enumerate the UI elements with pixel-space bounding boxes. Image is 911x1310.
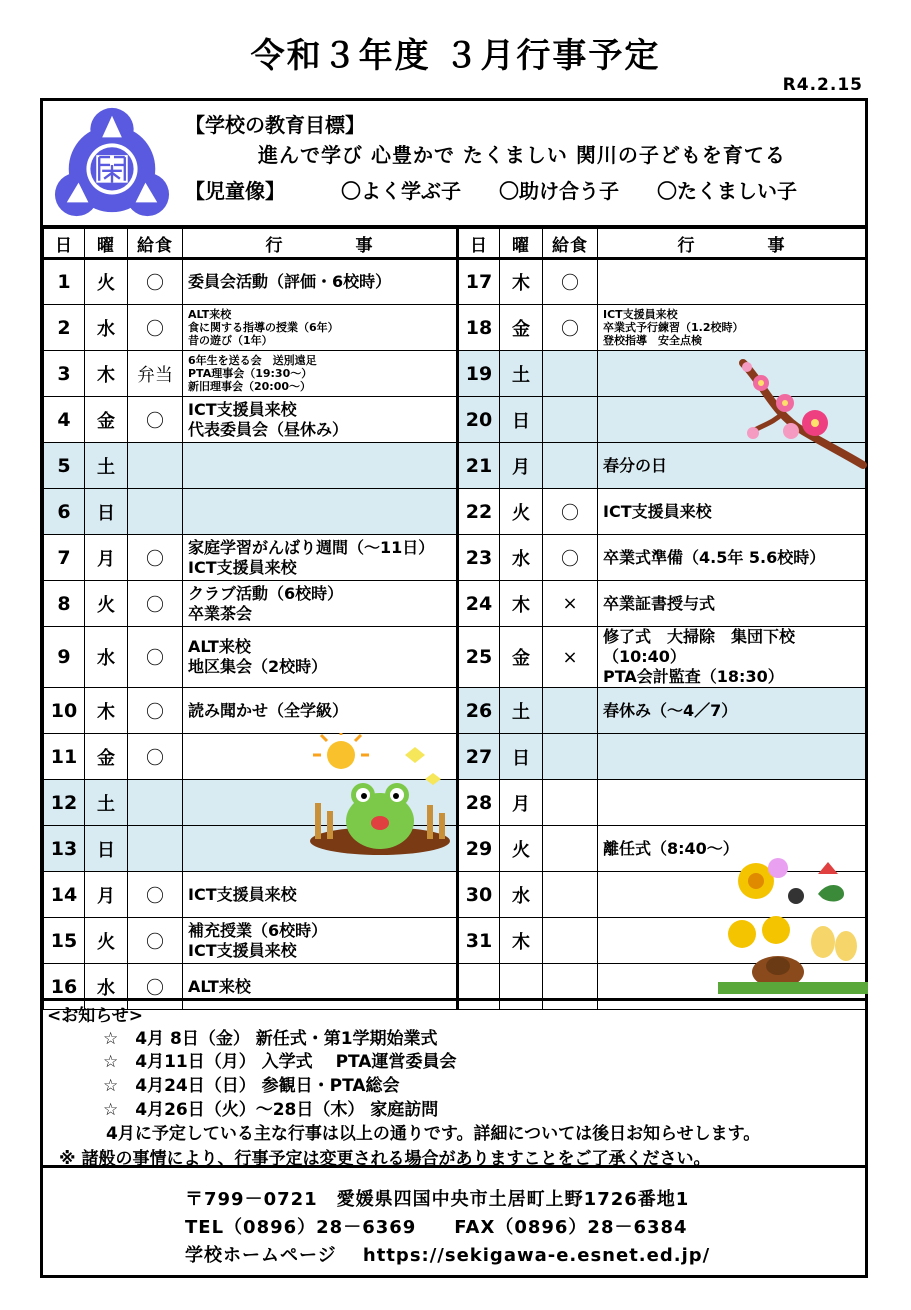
weekday-cell: 月 [85, 872, 128, 918]
notice-item: ☆ 4月26日（火）～28日（木） 家庭訪問 [103, 1100, 439, 1120]
table-row [44, 259, 866, 305]
table-row [44, 581, 866, 627]
table-row [44, 688, 866, 734]
day-cell: 30 [458, 872, 500, 918]
event-cell: ICT支援員来校 [598, 489, 866, 535]
day-cell: 17 [458, 259, 500, 305]
weekday-cell: 月 [500, 443, 543, 489]
spring-flowers-illustration-icon [718, 856, 868, 996]
notice-heading: <お知らせ> [47, 1006, 143, 1026]
day-cell: 8 [44, 581, 85, 627]
header-block [43, 101, 865, 228]
lunch-cell [543, 734, 598, 780]
day-cell: 16 [44, 964, 85, 1010]
weekday-cell: 木 [500, 918, 543, 964]
day-cell: 10 [44, 688, 85, 734]
lunch-cell [543, 780, 598, 826]
col-lunch: 給食 [543, 229, 598, 259]
day-cell: 15 [44, 918, 85, 964]
event-cell: 読み聞かせ（全学級） [183, 688, 458, 734]
lunch-cell: 〇 [543, 489, 598, 535]
col-event: 行 事 [598, 229, 866, 259]
day-cell: 26 [458, 688, 500, 734]
weekday-cell: 火 [85, 581, 128, 627]
weekday-cell: 水 [85, 627, 128, 688]
school-logo-icon [53, 107, 171, 219]
day-cell: 2 [44, 305, 85, 351]
schedule-frame [40, 98, 868, 1278]
day-cell: 12 [44, 780, 85, 826]
goal-text: 進んで学び 心豊かで たくましい 関川の子どもを育てる [258, 143, 786, 167]
weekday-cell: 日 [500, 734, 543, 780]
footer-block [43, 1171, 865, 1275]
weekday-cell: 日 [500, 397, 543, 443]
lunch-cell [128, 489, 183, 535]
lunch-cell [543, 688, 598, 734]
notice-followup: 4月に予定している主な行事は以上の通りです。詳細については後日お知らせします。 [106, 1124, 761, 1144]
weekday-cell: 火 [85, 259, 128, 305]
lunch-cell: 〇 [543, 305, 598, 351]
ideal-child [185, 175, 835, 204]
event-cell [598, 734, 866, 780]
lunch-cell: 〇 [128, 259, 183, 305]
weekday-cell: 木 [85, 688, 128, 734]
issue-date: R4.2.15 [782, 75, 863, 95]
event-cell: 委員会活動（評価・6校時） [183, 259, 458, 305]
lunch-cell: 〇 [128, 535, 183, 581]
table-header-row [44, 229, 866, 259]
lunch-cell: 〇 [128, 964, 183, 1010]
event-cell: 家庭学習がんばり週間（～11日） ICT支援員来校 [183, 535, 458, 581]
notice-caution: ※ 諸般の事情により、行事予定は変更される場合がありますことをご了承ください。 [59, 1149, 711, 1169]
event-cell: ICT支援員来校 卒業式予行練習（1.2校時） 登校指導 安全点検 [598, 305, 866, 351]
day-cell: 1 [44, 259, 85, 305]
weekday-cell: 木 [85, 351, 128, 397]
col-weekday: 曜 [500, 229, 543, 259]
lunch-cell: 〇 [128, 734, 183, 780]
weekday-cell: 金 [500, 305, 543, 351]
weekday-cell: 木 [500, 259, 543, 305]
weekday-cell: 月 [500, 780, 543, 826]
lunch-cell [543, 872, 598, 918]
event-cell: 6年生を送る会 送別遠足 PTA理事会（19:30～） 新旧理事会（20:00～） [183, 351, 458, 397]
weekday-cell: 金 [85, 734, 128, 780]
page-title: 令和３年度 ３月行事予定 [250, 36, 661, 76]
day-cell: 14 [44, 872, 85, 918]
lunch-cell: 〇 [128, 918, 183, 964]
weekday-cell: 金 [85, 397, 128, 443]
frog-sun-illustration-icon [305, 733, 455, 858]
col-day: 日 [44, 229, 85, 259]
notice-item: ☆ 4月24日（日） 参観日・PTA総会 [103, 1076, 400, 1096]
day-cell: 7 [44, 535, 85, 581]
lunch-cell: × [543, 627, 598, 688]
event-cell: 卒業式準備（4.5年 5.6校時） [598, 535, 866, 581]
event-cell: ALT来校 食に関する指導の授業（6年） 昔の遊び（1年） [183, 305, 458, 351]
weekday-cell: 火 [500, 489, 543, 535]
notice-item: ☆ 4月11日（月） 入学式 PTA運営委員会 [103, 1052, 457, 1072]
event-cell: ICT支援員来校 代表委員会（昼休み） [183, 397, 458, 443]
goal-title: 【学校の教育目標】 [185, 113, 365, 137]
day-cell: 31 [458, 918, 500, 964]
weekday-cell: 土 [85, 443, 128, 489]
event-cell: クラブ活動（6校時） 卒業茶会 [183, 581, 458, 627]
event-cell: ALT来校 [183, 964, 458, 1010]
event-cell: 春分の日 [598, 443, 866, 489]
weekday-cell: 土 [85, 780, 128, 826]
ideal-label: 【児童像】 [185, 179, 285, 203]
lunch-cell: 〇 [543, 259, 598, 305]
weekday-cell: 火 [500, 826, 543, 872]
col-event: 行 事 [183, 229, 458, 259]
weekday-cell: 日 [85, 826, 128, 872]
event-cell: 修了式 大掃除 集団下校（10:40） PTA会計監査（18:30） [598, 627, 866, 688]
weekday-cell: 水 [85, 305, 128, 351]
lunch-cell: 〇 [128, 872, 183, 918]
lunch-cell: 〇 [128, 581, 183, 627]
event-cell: 卒業証書授与式 [598, 581, 866, 627]
day-cell: 6 [44, 489, 85, 535]
notice-item: ☆ 4月 8日（金） 新任式・第1学期始業式 [103, 1029, 438, 1049]
day-cell: 24 [458, 581, 500, 627]
lunch-cell [543, 397, 598, 443]
table-row [44, 627, 866, 688]
school-homepage[interactable]: 学校ホームページ https://sekigawa-e.esnet.ed.jp/ [185, 1245, 711, 1266]
weekday-cell: 水 [85, 964, 128, 1010]
weekday-cell: 土 [500, 688, 543, 734]
day-cell: 3 [44, 351, 85, 397]
lunch-cell [543, 443, 598, 489]
weekday-cell: 木 [500, 581, 543, 627]
day-cell: 29 [458, 826, 500, 872]
weekday-cell: 火 [85, 918, 128, 964]
day-cell: 22 [458, 489, 500, 535]
event-cell: 補充授業（6校時） ICT支援員来校 [183, 918, 458, 964]
weekday-cell: 日 [85, 489, 128, 535]
ideal-item: 〇よく学ぶ子 [341, 179, 461, 203]
lunch-cell [543, 918, 598, 964]
table-row [44, 305, 866, 351]
event-cell: ICT支援員来校 [183, 872, 458, 918]
day-cell: 11 [44, 734, 85, 780]
lunch-cell: 弁当 [128, 351, 183, 397]
lunch-cell [543, 351, 598, 397]
day-cell: 25 [458, 627, 500, 688]
event-cell: ALT来校 地区集会（2校時） [183, 627, 458, 688]
ideal-item: 〇助け合う子 [499, 179, 619, 203]
lunch-cell [128, 780, 183, 826]
lunch-cell: 〇 [128, 305, 183, 351]
event-cell: 離任式（8:40～） [598, 826, 866, 872]
day-cell: 9 [44, 627, 85, 688]
col-lunch: 給食 [128, 229, 183, 259]
day-cell: 5 [44, 443, 85, 489]
day-cell: 4 [44, 397, 85, 443]
day-cell: 27 [458, 734, 500, 780]
day-cell: 18 [458, 305, 500, 351]
weekday-cell: 土 [500, 351, 543, 397]
event-cell [598, 259, 866, 305]
col-day: 日 [458, 229, 500, 259]
lunch-cell: × [543, 581, 598, 627]
ideal-item: 〇たくましい子 [657, 179, 797, 203]
weekday-cell: 水 [500, 535, 543, 581]
school-address: 〒799－0721 愛媛県四国中央市土居町上野1726番地1 [185, 1189, 690, 1210]
col-weekday: 曜 [85, 229, 128, 259]
day-cell: 21 [458, 443, 500, 489]
lunch-cell [128, 443, 183, 489]
day-cell: 19 [458, 351, 500, 397]
table-row [44, 535, 866, 581]
day-cell: 20 [458, 397, 500, 443]
notice-block [43, 998, 865, 1168]
school-phone-fax: TEL（0896）28－6369 FAX（0896）28－6384 [185, 1217, 688, 1238]
event-cell [598, 780, 866, 826]
event-cell [183, 443, 458, 489]
lunch-cell [128, 826, 183, 872]
day-cell: 13 [44, 826, 85, 872]
table-row [44, 489, 866, 535]
lunch-cell [543, 826, 598, 872]
weekday-cell: 水 [500, 872, 543, 918]
plum-blossom-illustration-icon [733, 353, 868, 478]
weekday-cell: 金 [500, 627, 543, 688]
day-cell: 28 [458, 780, 500, 826]
day-cell: 23 [458, 535, 500, 581]
event-cell [183, 489, 458, 535]
lunch-cell: 〇 [128, 688, 183, 734]
lunch-cell: 〇 [128, 627, 183, 688]
event-cell: 春休み（～4／7） [598, 688, 866, 734]
lunch-cell: 〇 [128, 397, 183, 443]
weekday-cell: 月 [85, 535, 128, 581]
lunch-cell: 〇 [543, 535, 598, 581]
